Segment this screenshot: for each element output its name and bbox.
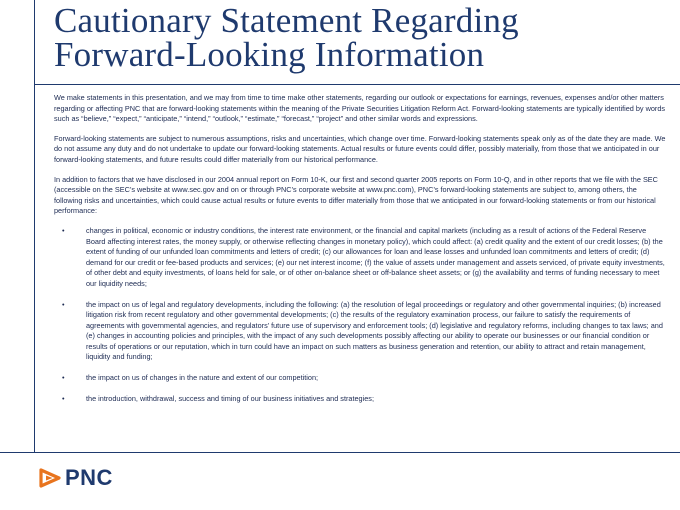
list-item-text: changes in political, economic or industry conditions, the interest rate environment, or the financial and capital markets (including as a result of actions of the Federal Reserve Board affecting interest rates, the money supply, or otherwise reflecting changes in monetary policy), which could affect: (a) credit quality and the extent of our credit losses; (b) the extent of funding of our unfunded loan commitments and letters of credit; (c) our allowances for loan and lease losses and unfunded loan commitments and letters of credit; (d) demand for our credit or fee-based products and services; (e) our net interest income; (f) the value of assets under management and assets serviced, of private equity investments, of other debt and equity investments, of loans held for sale, or of other on-balance sheet or off-balance sheet assets; or (g) the availability and terms of funding necessary to meet our liquidity needs; [86, 225, 665, 288]
list-item [54, 394, 666, 405]
list-item [54, 226, 666, 290]
list-item [54, 300, 666, 364]
left-vertical-rule [34, 0, 35, 452]
logo-wordmark: PNC [65, 465, 113, 490]
bullet-icon: • [62, 225, 65, 235]
paragraph-intro: We make statements in this presentation, and we may from time to time make other statements, regarding our outlook or expectations for earnings, revenues, expenses and/or other matters regarding or affecting PNC that are forward-looking statements within the meaning of the Private Securities Litigation Reform Act. Forward-looking statements are typically identified by words such as “believe,” “expect,” “anticipate,” “intend,” “outlook,” “estimate,” “forecast,” “project” and other similar words and expressions. [54, 93, 666, 124]
list-item-text: the impact on us of legal and regulatory developments, including the following: (a) the resolution of legal proceedings or regulatory and other governmental inquiries; (b) increased litigation risk from recent regulatory and other governmental developments; (c) the results of the regulatory examination process, our failure to satisfy the requirements of agreements with governmental agencies, and regulators’ future use of supervisory and enforcement tools; (d) legislative and regulatory reforms, including changes to tax laws; and (e) changes in accounting policies and principles, with the impact of any such developments possibly affecting our ability to operate our businesses or our financial condition or results of operations or our reputation, which in turn could have an impact on such matters as business generation and retention, our ability to attract and retain management, liquidity and funding; [86, 299, 663, 362]
paragraph-factors: In addition to factors that we have disclosed in our 2004 annual report on Form 10-K, our first and second quarter 2005 reports on Form 10-Q, and in other reports that we file with the SEC (accessible on the SEC’s website at www.sec.gov and on or through PNC’s corporate website at www.pnc.com), PNC’s forward-looking statements are subject to, among others, the following risks and uncertainties, which could cause actual results or future events to differ materially from those that we anticipated in our forward-looking statements or from our historical performance: [54, 174, 658, 216]
title-divider [34, 84, 680, 85]
statement-body [54, 93, 666, 414]
pnc-logo [38, 465, 113, 491]
list-item-text: the introduction, withdrawal, success and timing of our business initiatives and strategies; [86, 393, 374, 403]
footer-divider [0, 452, 680, 453]
list-item-text: the impact on us of changes in the nature and extent of our competition; [86, 373, 319, 383]
risk-factor-list [54, 226, 666, 404]
bullet-icon: • [62, 393, 65, 403]
list-item [54, 373, 666, 384]
pnc-triangle-mark-icon [38, 466, 62, 490]
paragraph-assumptions: Forward-looking statements are subject to numerous assumptions, risks and uncertainties, which change over time. Forward-looking statements speak only as of the date they are made. We do not assume any duty and do not undertake to update our forward-looking statements. Actual results or future events could differ, possibly materially, from those that we anticipated in our forward-looking statements, and future results could differ materially from our historical performance. [54, 133, 666, 164]
title-line-1: Cautionary Statement Regarding [54, 1, 519, 40]
bullet-icon: • [62, 373, 65, 383]
bullet-icon: • [62, 299, 65, 309]
title-line-2: Forward-Looking Information [54, 35, 485, 74]
slide-title [54, 1, 519, 74]
